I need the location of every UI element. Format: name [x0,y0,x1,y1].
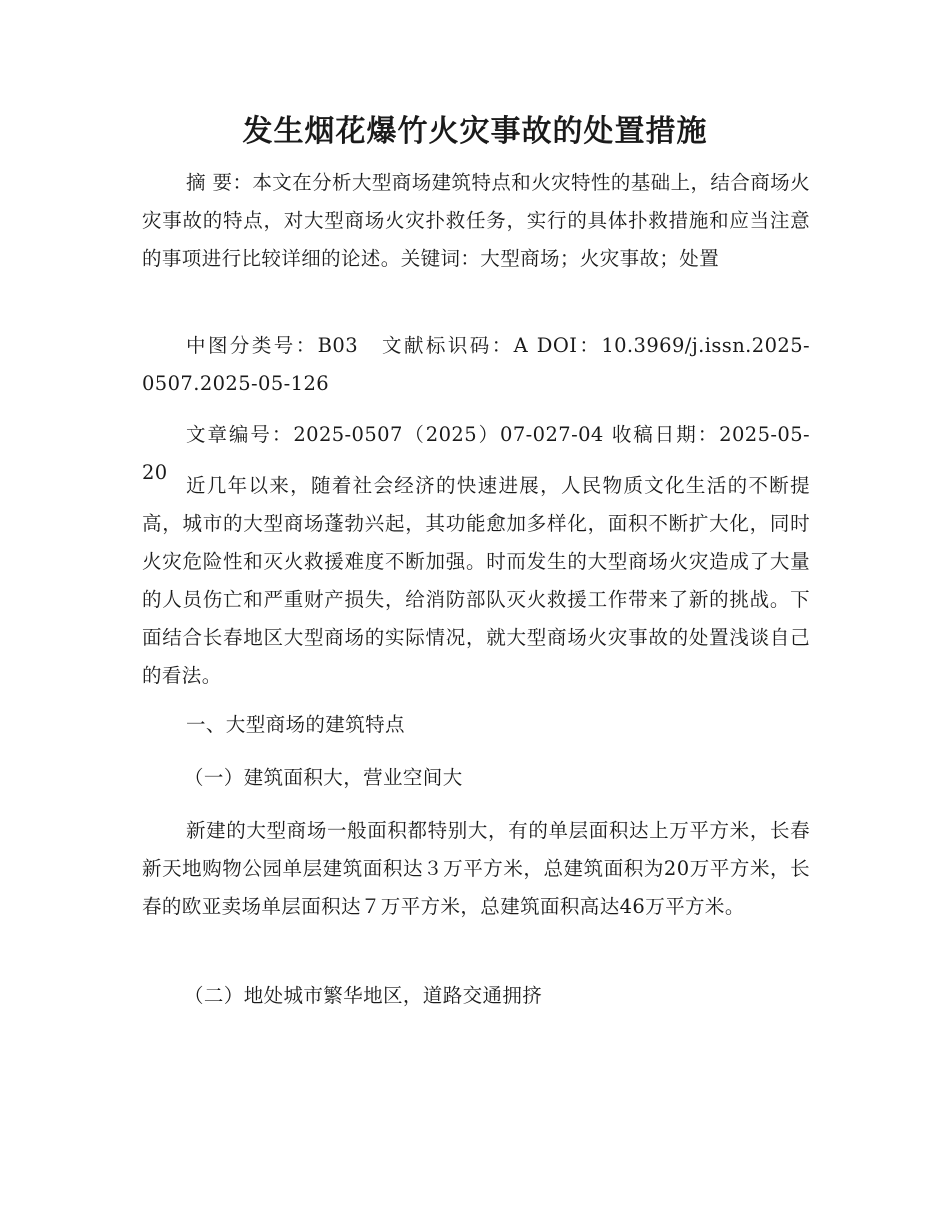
section-heading-1: 一、大型商场的建筑特点 [186,713,405,736]
abstract-paragraph: 摘 要：本文在分析大型商场建筑特点和火灾特性的基础上，结合商场火灾事故的特点，对大型商场火灾扑救任务，实行的具体扑救措施和应当注意的事项进行比较详细的论述。关键词：大型商场；火灾事故；处置 [142,171,810,270]
subsection-heading-2: （二）地处城市繁华地区，道路交通拥挤 [184,984,543,1007]
subsection-body-1: 新建的大型商场一般面积都特别大，有的单层面积达上万平方米，长春新天地购物公园单层建筑面积达３万平方米，总建筑面积为20万平方米，长春的欧亚卖场单层面积达７万平方米，总建筑面积高达46万平方米。 [142,819,810,918]
article-number-paragraph: 文章编号：2025-0507（2025）07-027-04 收稿日期：2025-05-20 [142,423,810,484]
classification-paragraph: 中图分类号：B03 文献标识码：A DOI：10.3969/j.issn.2025-0507.2025-05-126 [142,334,810,395]
document-title: 发生烟花爆竹火灾事故的处置措施 [242,114,708,149]
subsection-heading-1: （一）建筑面积大，营业空间大 [184,766,463,789]
intro-paragraph: 近几年以来，随着社会经济的快速进展，人民物质文化生活的不断提高，城市的大型商场蓬勃兴起，其功能愈加多样化，面积不断扩大化，同时火灾危险性和灭火救援难度不断加强。时而发生的大型商场火灾造成了大量的人员伤亡和严重财产损失，给消防部队灭火救援工作带来了新的挑战。下面结合长春地区大型商场的实际情况，就大型商场火灾事故的处置浅谈自己的看法。 [142,474,810,687]
